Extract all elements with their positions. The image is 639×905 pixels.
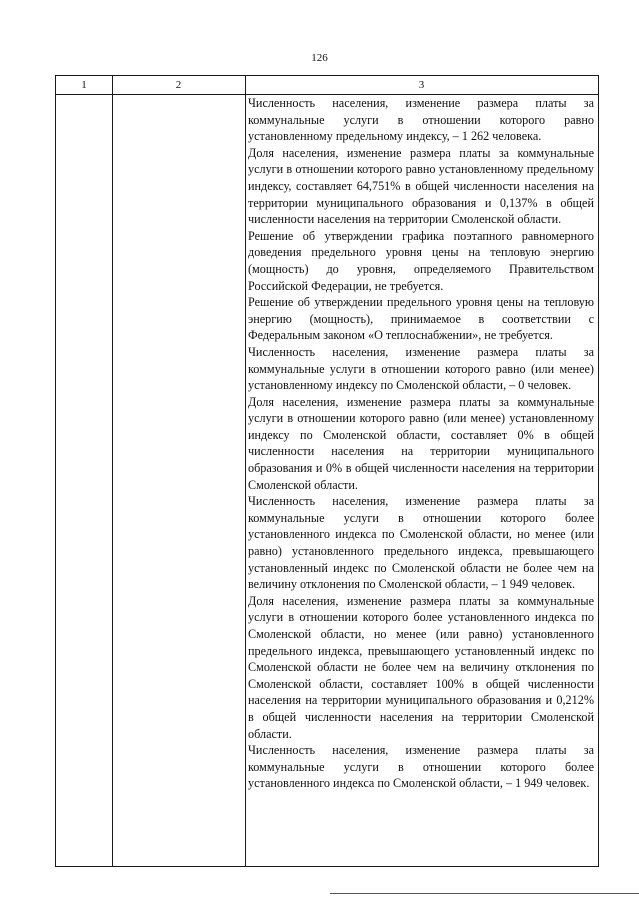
paragraph-4: Решение об утверждении предельного уровня цены на тепловую энергию (мощность), принимаемое в соответствии с Федеральным законом «О теплоснабжении», не требуется. [248,295,594,343]
paragraph-7: Численность населения, изменение размера платы за коммунальные услуги в отношении которого более установленного индекса по Смоленской области, но менее (или равно) установленного предельного индекса, превышающего установленный индекс по Смоленской области не более чем на величину отклонения по Смоленской области, – 1 949 человек. [248,494,594,592]
paragraph-2: Доля населения, изменение размера платы за коммунальные услуги в отношении которого равно установленному предельному индексу, составляет 64,751% в общей численности населения на территории муниципального образования и 0,137% в общей численности населения на территории Смоленской области. [248,145,594,227]
paragraph-8: Доля населения, изменение размера платы за коммунальные услуги в отношении которого более установленного индекса по Смоленской области, но менее (или равно) установленного предельного индекса, превышающего установленный индекс по Смоленской области не более чем на величину отклонения по Смоленской области, составляет 100% в общей численности населения на территории муниципального образования и 0,212% в общей численности населения на территории Смоленской области. [248,593,594,741]
page-number: 126 [311,52,328,64]
table-header-row [56,76,598,95]
paragraph-1: Численность населения, изменение размера платы за коммунальные услуги в отношении которого равно установленному предельному индексу, – 1 262 человека. [248,96,594,144]
bottom-edge-line [330,893,639,894]
paragraph-9: Численность населения, изменение размера платы за коммунальные услуги в отношении которого более установленного индекса по Смоленской области, – 1 949 человек. [248,743,594,791]
paragraph-5: Численность населения, изменение размера платы за коммунальные услуги в отношении которого равно (или менее) установленному индексу по Смоленской области, – 0 человек. [248,344,594,393]
column-header-1: 1 [81,79,87,91]
column-divider-2 [245,76,246,866]
document-table [55,75,599,867]
column-3-cell [248,95,594,792]
paragraph-6: Доля населения, изменение размера платы за коммунальные услуги в отношении которого равно (или менее) установленному индексу по Смоленской области, составляет 0% в общей численности населения на территории муниципального образования и 0% в общей численности населения на территории Смоленской области. [248,394,594,492]
paragraph-3: Решение об утверждении графика поэтапного равномерного доведения предельного уровня цены на тепловую энергию (мощность) до уровня, определяемого Правительством Российской Федерации, не требуется. [248,228,594,293]
column-header-2: 2 [175,79,182,91]
column-divider-1 [112,76,113,866]
column-header-3: 3 [418,79,425,91]
